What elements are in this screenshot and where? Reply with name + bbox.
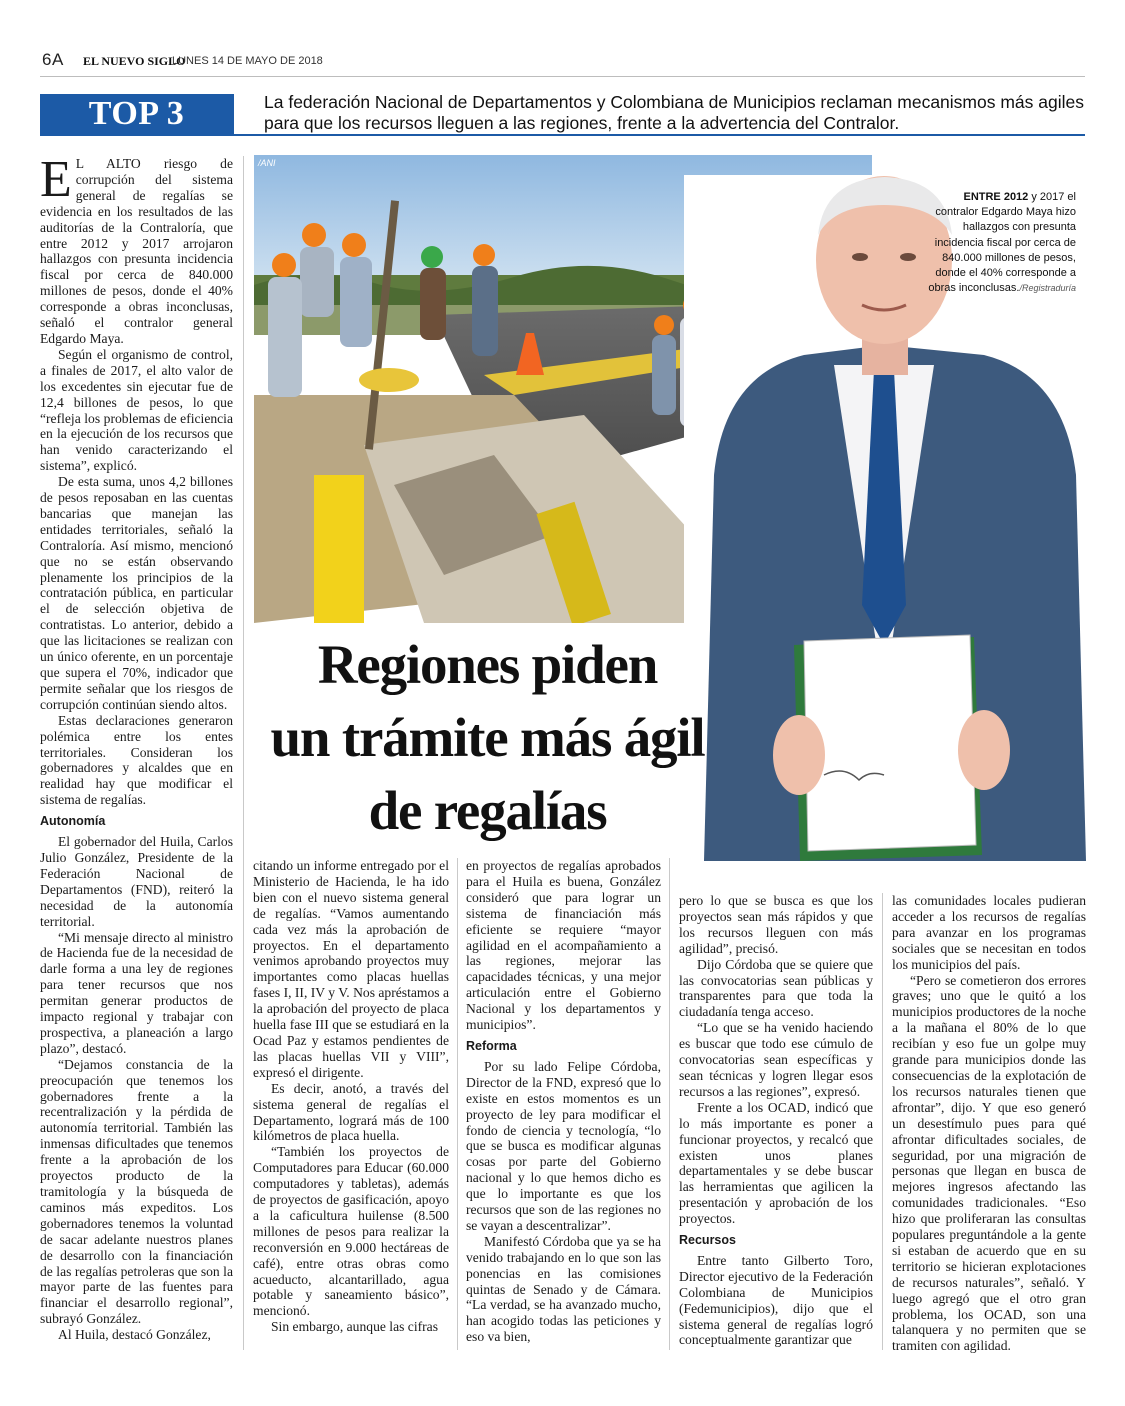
paragraph: Al Huila, destacó González, <box>58 1327 211 1343</box>
paragraph: “Lo que se ha venido haciendo es buscar que todo ese cúmulo de convocatorias sean específicas y sean técnicas y logren llegar esos recursos a las regiones”, expresó. <box>679 1020 873 1099</box>
article-column-2 <box>253 858 449 1335</box>
article-column-5 <box>892 893 1086 1354</box>
caption-lead: ENTRE 2012 <box>963 191 1029 203</box>
paragraph: Dijo Córdoba que se quiere que las convocatorias sean públicas y transparentes para que toda la ciudadanía tenga acceso. <box>679 956 873 1020</box>
article-column-4 <box>679 893 873 1348</box>
paragraph: Es decir, anotó, a través del sistema general de regalías el Departamento, logrará más de 100 kilómetros de placa huella. <box>253 1080 449 1144</box>
column-rule <box>882 893 883 1350</box>
column-rule <box>457 858 458 1350</box>
dropcap: E <box>40 151 72 208</box>
paragraph: Según el organismo de control, a finales de 2017, el alto valor de los excedentes sin ejecutar fue de 12,4 billones de pesos, lo que “refleja los problemas de eficiencia en la ejecución de los recursos que han venido caracterizando el sistema”, explicó. <box>40 346 233 474</box>
headline-line-2: un trámite más ágil <box>270 707 705 768</box>
subheading-reforma: Reforma <box>466 1038 517 1053</box>
subheading-recursos: Recursos <box>679 1233 736 1248</box>
column-rule <box>243 156 244 1350</box>
subheading-autonomia: Autonomía <box>40 814 106 829</box>
top3-label: TOP 3 <box>40 94 233 134</box>
article-column-3 <box>466 858 661 1345</box>
paragraph: pero lo que se busca es que los proyectos sean más rápidos y que los recursos lleguen con más agilidad”, precisó. <box>679 893 873 956</box>
top3-separator <box>233 94 234 134</box>
header-rule <box>40 76 1085 77</box>
paragraph: Por su lado Felipe Córdoba, Director de la FND, expresó que lo existe en estos momentos es un proyecto de ley para modificar el fondo de ciencia y tecnología, “lo que se busca es modificar algunas cosas por parte del Gobierno nacional y lo que hemos dicho es que lo importante es que los recursos que son de las regiones no se vayan a descentralizar”. <box>466 1058 661 1233</box>
paragraph: Estas declaraciones generaron polémica entre los entes territoriales. Consideran los gobernadores y alcaldes que en realidad hay que modificar el sistema de regalías. <box>40 712 233 808</box>
paragraph: “También los proyectos de Computadores para Educar (60.000 computadores y tabletas), además de proyectos de gasificación, apoyo a la caficultura huilense (8.500 millones de pesos para realizar la reconversión en 9.000 hectáreas de café), entre otras obras como acueducto, alcantarillado, agua potable y saneamiento básico”, mencionó. <box>253 1144 449 1319</box>
paragraph: “Dejamos constancia de la preocupación que tenemos los gobernadores frente a la recentralización y la pérdida de autonomía territorial. También las inmensas dificultades que tenemos frente a la aprobación de los proyectos producto de la tramitología y la búsqueda de caminos más expeditos. Los gobernadores tenemos la voluntad de sacar adelante nuestros planes de desarrollo con la financiación de las regalías petroleras que son la mayor parte de las fuentes para financiar el desarrollo regional”, subrayó González. <box>40 1056 233 1327</box>
top3-rule <box>40 134 1085 136</box>
paragraph: Manifestó Córdoba que ya se ha venido trabajando en lo que son las ponencias en las comisiones quintas de Senado y de Cámara. “La verdad, se ha avanzado mucho, han acogido todas las peticiones y eso va bien, <box>466 1233 661 1345</box>
dateline: LUNES 14 DE MAYO DE 2018 <box>172 55 323 67</box>
paragraph: citando un informe entregado por el Ministerio de Hacienda, le ha ido bien con el nuevo sistema general de regalías. “Vamos aumentando cada vez más la aprobación de proyectos. En el departamento venimos aprobando proyectos muy importantes como placas huellas fases I, II, IV y V. Nos apréstamos a la aprobación del proyecto de placa huella fase III que se estudiará en la Ocad Paz y estamos pendientes de las placas huellas VII y VIII”, expresó el dirigente. <box>253 858 449 1080</box>
paragraph: Frente a los OCAD, indicó que lo más importante es poner a funcionar proyectos, y recalcó que existen unos planes departamentales y se debe buscar las herramientas que agilicen la presentación y aprobación de los proyectos. <box>679 1099 873 1227</box>
column-rule <box>669 858 670 1350</box>
page-number: 6A <box>42 50 64 69</box>
headline-line-1: Regiones piden <box>317 634 658 695</box>
paragraph: “Pero se cometieron dos errores graves; uno que le quitó a los municipios productores de la noche a la mañana el 80% de lo que recibían y eso fue un golpe muy grande para municipios donde las consecuencias de la explotación de los recursos naturales tienen que afrontar”, dijo. Y que eso generó un desestímulo pues para qué afrontar dificultades sociales, de seguridad, por una migración de personas que llegan en busca de mejores ingresos afectando las comunidades tradicionales. “Eso hizo que proliferaran las consultas populares preguntándole a la gente si estaban de acuerdo que en su territorio se hicieran explotaciones de recursos naturales”, señaló. Y luego agregó que el otro gran problema, los OCAD, son una talanquera y no permiten que se tramiten con agilidad. <box>892 972 1086 1354</box>
paragraph: Sin embargo, aunque las cifras <box>271 1319 438 1335</box>
article-column-1 <box>40 151 233 1343</box>
top3-summary: La federación Nacional de Departamentos y Colombiana de Municipios reclaman mecanismos más agiles para que los recursos lleguen a las regiones, frente a la advertencia del Contralor. <box>264 92 1084 133</box>
paragraph: “Mi mensaje directo al ministro de Hacienda fue de la necesidad de darle forma a una ley de regiones para tener recursos que nos permitan generar productos de impacto regional y trabajar con prospectiva, a planeación a largo plazo”, destacó. <box>40 929 233 1056</box>
headline-line-3: de regalías <box>368 780 607 841</box>
paragraph: Entre tanto Gilberto Toro, Director ejecutivo de la Federación Colombiana de Municipios (Fedemunicipios), dijo que el sistema general de regalías logró conceptualmente garantizar que <box>679 1252 873 1348</box>
caption-credit: /Registraduría <box>1019 283 1076 294</box>
lead-paragraph: E L ALTO riesgo de corrupción del sistema general de regalías se evidencia en los resultados de las auditorías de la Contraloría, que entre 2012 y 2017 arrojaron hallazgos con presunta incidencia fiscal por cerca de 840.000 millones de pesos, donde el 40% corresponde a obras inconclusas, señaló el contralor general Edgardo Maya. <box>40 151 233 346</box>
headline <box>250 628 725 847</box>
paragraph: las comunidades locales pudieran acceder a los recursos de regalías para avanzar en los programas sociales que se necesitan en todos los municipios del país. <box>892 893 1086 972</box>
paragraph: De esta suma, unos 4,2 billones de pesos reposaban en las cuentas bancarias que manejan las entidades territoriales, señaló la Contraloría. Así mismo, mencionó que no se están observando plenamente los principios de la contratación pública, en particular el de selección objetiva de contratistas. Lo anterior, debido a que las licitaciones se realizan con un único oferente, en un porcentaje que supera el 70%, indicador que permite señalar que los riesgos de corrupción continúan siendo altos. <box>40 474 233 712</box>
paragraph: en proyectos de regalías aprobados para el Huila es buena, González consideró que para lograr un sistema de financiación más eficiente se requiere “mayor agilidad en el acompañamiento a las regiones, mejorar las capacidades técnicas, y una mejor articulación entre el Gobierno Nacional y los departamentos y municipios”. <box>466 858 661 1033</box>
photo-credit: /ANI <box>258 158 276 168</box>
paragraph: El gobernador del Huila, Carlos Julio González, Presidente de la Federación Nacional de Departamentos (FND), reiteró la necesidad de la autonomía territorial. <box>40 834 233 929</box>
masthead: EL NUEVO SIGLO <box>83 54 186 68</box>
photo-caption: ENTRE 2012 y 2017 el contralor Edgardo Maya hizo hallazgos con presunta incidencia fiscal por cerca de 840.000 millones de pesos, donde el 40% corresponde a obras inconclusas./Registraduría <box>928 191 1076 295</box>
